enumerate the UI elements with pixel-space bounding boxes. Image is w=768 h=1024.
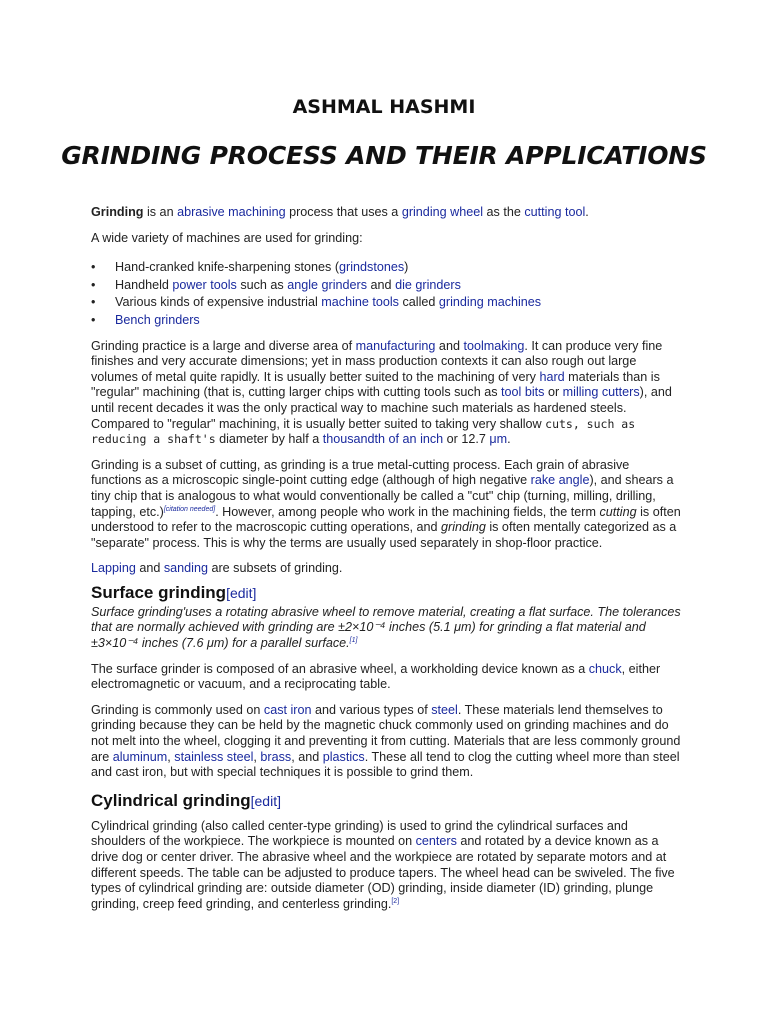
text: .	[585, 205, 589, 219]
article-body	[91, 205, 681, 922]
text: and	[135, 561, 164, 576]
link-stainless-steel[interactable]: stainless steel	[174, 749, 254, 764]
list-item	[91, 260, 681, 276]
link-cutting-tool[interactable]: cutting tool	[524, 205, 586, 219]
document-title: GRINDING PROCESS AND THEIR APPLICATIONS	[61, 141, 707, 170]
bullet-marker: •	[91, 295, 96, 310]
link-milling-cutters[interactable]: milling cutters	[562, 385, 640, 400]
link-die-grinders[interactable]: die grinders	[395, 277, 461, 292]
text: is an	[143, 205, 178, 219]
text: Cylindrical grinding (also called center-type grinding) is used to grind the cylindrical surfaces and shoulders of the workpiece. The workpiece is mounted on	[91, 818, 628, 849]
link-grindstones[interactable]: grindstones	[339, 260, 405, 275]
link-brass[interactable]: brass	[260, 749, 292, 764]
link-centers[interactable]: centers	[415, 834, 457, 849]
machine-list	[91, 260, 681, 328]
text: Handheld	[115, 277, 173, 292]
text: . These all tend to clog the cutting wheel more than steel and cast iron, but with special techniques it is possible to grind them.	[91, 749, 680, 780]
link-thousandth-of-an-inch[interactable]: thousandth of an inch	[322, 432, 444, 447]
text: diameter by half a	[215, 432, 323, 447]
list-item	[91, 278, 681, 294]
link-power-tools[interactable]: power tools	[172, 277, 237, 292]
text: as the	[483, 205, 525, 219]
link-tool-bits[interactable]: tool bits	[501, 385, 545, 400]
text: materials than is "regular" machining (that is, cutting larger chips with cutting tools such as	[91, 369, 660, 400]
link-cast-iron[interactable]: cast iron	[263, 702, 312, 717]
subset-of-cutting-paragraph	[91, 458, 681, 552]
text: , and	[291, 749, 323, 764]
text: ,	[253, 749, 261, 764]
edit-link[interactable]: [edit]	[250, 792, 281, 809]
machines-intro: A wide variety of machines are used for grinding:	[91, 230, 363, 245]
text: The surface grinder is composed of an abrasive wheel, a workholding device known as a	[91, 661, 589, 676]
text: and various types of	[311, 702, 432, 717]
surface-grinder-paragraph	[91, 662, 681, 693]
reference-link[interactable]: [1]	[349, 636, 358, 644]
heading-text: Cylindrical grinding	[91, 790, 251, 810]
text: Hand-cranked knife-sharpening stones (	[115, 260, 340, 275]
text: is often mentally categorized as a "separate" process. This is why the terms are usually used separately in shop-floor practice.	[91, 520, 677, 550]
list-item	[91, 313, 681, 329]
text: is often understood to refer to the macroscopic cutting operations, and	[91, 504, 681, 535]
bullet-marker: •	[91, 312, 96, 327]
text: ), and shears a tiny chip that is analogous to what would conventionally be called a "cut" chip (turning, milling, drilling, tapping, etc.)	[91, 473, 674, 519]
text: , either electromagnetic or vacuum, and a reciprocating table.	[91, 661, 661, 692]
text: or	[544, 385, 563, 400]
text: Grinding practice is a large and diverse area of	[91, 338, 356, 353]
link-toolmaking[interactable]: toolmaking	[463, 338, 525, 353]
text: )	[404, 260, 409, 275]
link-grinding-wheel[interactable]: grinding wheel	[401, 205, 484, 219]
link-hard[interactable]: hard	[539, 369, 565, 384]
link-angle-grinders[interactable]: angle grinders	[287, 277, 368, 292]
lapping-paragraph	[91, 561, 681, 577]
section-heading-surface-grinding	[91, 583, 681, 603]
text: . It can produce very fine finishes and very accurate dimensions; yet in mass production contexts it can also rough out large volumes of metal quite rapidly. It is usually better suited to the machining of very	[91, 338, 663, 384]
cylindrical-grinding-paragraph	[91, 819, 681, 913]
italic-term-grinding: grinding	[441, 520, 486, 535]
link-plastics[interactable]: plastics	[322, 749, 365, 764]
link-manufacturing[interactable]: manufacturing	[355, 338, 436, 353]
text: or 12.7	[443, 432, 490, 447]
text: called	[398, 295, 439, 310]
author-name: ASHMAL HASHMI	[292, 96, 476, 118]
link-micrometre[interactable]: μm	[489, 432, 508, 447]
link-chuck[interactable]: chuck	[588, 661, 622, 676]
link-bench-grinders[interactable]: Bench grinders	[115, 312, 200, 327]
monospace-text: cuts, such as reducing a shaft's	[91, 416, 636, 447]
edit-link[interactable]: [edit]	[226, 584, 257, 601]
link-rake-angle[interactable]: rake angle	[530, 473, 590, 488]
text: are subsets of grinding.	[207, 561, 343, 576]
text: . These materials lend themselves to grinding because they can be held by the magnetic chuck commonly used on grinding machines and do not melt into the wheel, clogging it and preventing it from cutting. Materials that are less commonly ground are	[91, 702, 681, 764]
intro-paragraph	[91, 205, 681, 221]
text: . However, among people who work in the machining fields, the term	[215, 504, 600, 519]
text: ,	[167, 749, 175, 764]
grinding-practice-paragraph	[91, 339, 681, 448]
bullet-marker: •	[91, 277, 96, 292]
citation-needed-link[interactable]: [citation needed]	[163, 505, 216, 513]
text: Surface grinding'uses a rotating abrasive wheel to remove material, creating a flat surface. The tolerances that are normally achieved with grinding are ±2×10⁻⁴ inches (5.1 μm) for grinding a flat material and ±3×10⁻⁴ inches (7.6 μm) for a parallel surface.	[91, 604, 681, 651]
text: and rotated by a device known as a drive dog or center driver. The abrasive wheel and the workpiece are rotated by separate motors and at different speeds. The table can be adjusted to produce tapers. The wheel head can be swiveled. The five types of cylindrical grinding are: outside diameter (OD) grinding, inside diameter (ID) grinding, plunge grinding, creep feed grinding, and centerless grinding.	[91, 834, 675, 911]
link-grinding-machines[interactable]: grinding machines	[438, 295, 542, 310]
link-abrasive-machining[interactable]: abrasive machining	[177, 205, 286, 219]
reference-link[interactable]: [2]	[391, 897, 400, 905]
italic-term-cutting: cutting	[599, 504, 637, 519]
bullet-marker: •	[91, 260, 96, 275]
term-grinding: Grinding	[91, 205, 144, 219]
link-sanding[interactable]: sanding	[163, 561, 208, 576]
materials-paragraph	[91, 703, 681, 781]
link-machine-tools[interactable]: machine tools	[321, 295, 399, 310]
text: process that uses a	[285, 205, 402, 219]
text: and	[435, 338, 464, 353]
link-steel[interactable]: steel	[431, 702, 458, 717]
text: Grinding is commonly used on	[91, 702, 264, 717]
text: such as	[236, 277, 288, 292]
text: .	[507, 432, 511, 447]
list-item	[91, 295, 681, 311]
text: ), and until recent decades it was the only practical way to machine such materials as hardened steels. Compared to "regular" machining, it is usually better suited to taking very shallow	[91, 385, 672, 431]
link-aluminum[interactable]: aluminum	[112, 749, 168, 764]
heading-text: Surface grinding	[91, 582, 227, 602]
surface-grinding-summary	[91, 605, 681, 652]
text: Grinding is a subset of cutting, as grinding is a true metal-cutting process. Each grain of abrasive functions as a microscopic single-point cutting edge (although of high negative	[91, 457, 630, 488]
section-heading-cylindrical-grinding	[91, 791, 681, 811]
text: Various kinds of expensive industrial	[115, 295, 322, 310]
link-lapping[interactable]: Lapping	[91, 561, 136, 576]
text: and	[367, 277, 396, 292]
